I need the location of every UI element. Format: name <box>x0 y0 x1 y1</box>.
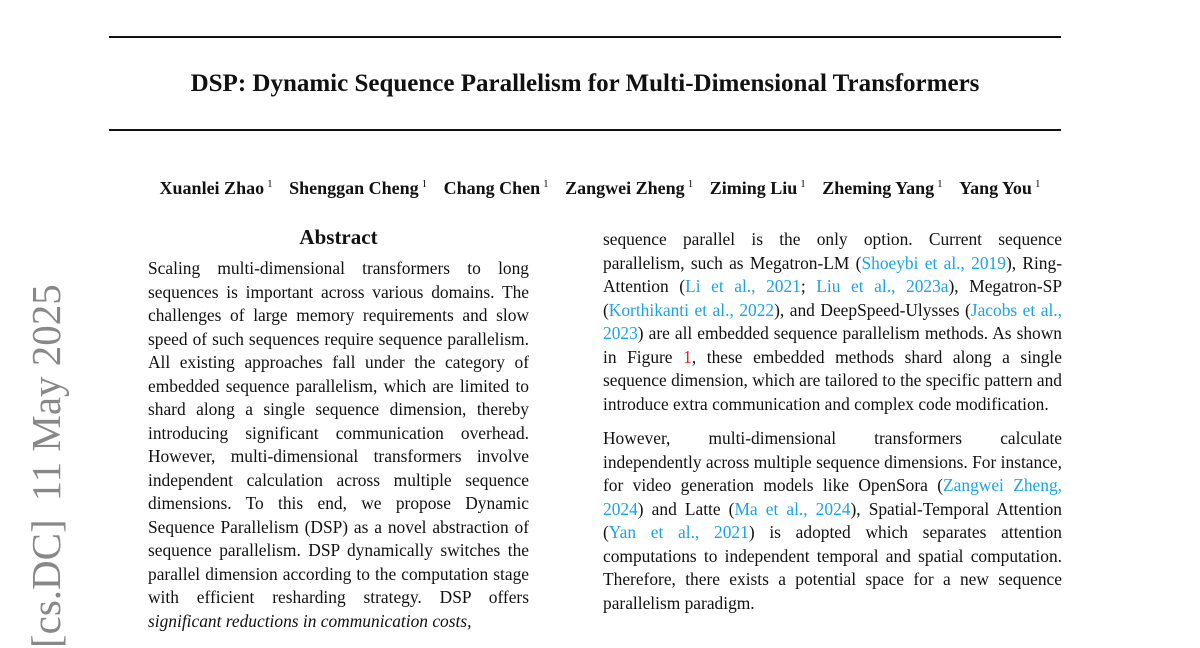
paper-title: DSP: Dynamic Sequence Parallelism for Multi-Dimensional Transformers <box>190 70 980 97</box>
author <box>710 178 806 198</box>
author <box>565 178 693 198</box>
title-rule-top <box>109 36 1061 38</box>
text-run: ; <box>800 276 817 296</box>
author <box>444 178 549 198</box>
author-affiliation: 1 <box>1034 178 1041 190</box>
text-run: ), and DeepSpeed-Ulysses ( <box>774 299 971 320</box>
author-name: Shenggan Cheng <box>289 178 419 198</box>
author-affiliation: 1 <box>267 178 273 190</box>
text-run: sequence parallel is the only option. Current sequence parallelism, such as Megatron-LM ( <box>603 229 1062 273</box>
citation-link[interactable]: Shoeybi et al., 2019 <box>861 252 1006 273</box>
text-run: ), Megatron-SP ( <box>603 276 1062 320</box>
intro-paragraph-2 <box>603 427 1062 615</box>
text-run: , these embedded methods shard along a single sequence dimension, which are tailored to the specific pattern and introduce extra communication and complex code modification. <box>603 346 1062 414</box>
text-run: ), Ring-Attention ( <box>603 252 1062 296</box>
citation-link[interactable]: Korthikanti et al., 2022 <box>608 299 775 320</box>
intro-paragraph-1 <box>603 228 1062 416</box>
author <box>959 178 1040 198</box>
citation-link[interactable]: Jacobs et al., 2023 <box>603 299 1062 343</box>
author-affiliation: 1 <box>800 178 806 190</box>
author <box>822 178 942 198</box>
text-run: ) are all embedded sequence parallelism methods. As shown in Figure <box>603 323 1062 367</box>
author-name: Xuanlei Zhao <box>159 178 265 198</box>
author-affiliation: 1 <box>543 178 549 190</box>
abstract-heading: Abstract <box>299 225 378 249</box>
arxiv-date: 11 May 2025 <box>23 284 69 502</box>
author-affiliation: 1 <box>687 178 694 190</box>
citation-link[interactable]: Li et al., 2021 <box>685 276 801 296</box>
arxiv-sidebar-stamp <box>22 266 70 648</box>
author-list <box>0 173 1200 199</box>
citation-link[interactable]: Yan et al., 2021 <box>608 522 749 542</box>
title-rule-bottom <box>109 129 1061 131</box>
figure-ref-link[interactable]: 1 <box>683 346 692 367</box>
author <box>160 178 273 198</box>
abstract-text: Scaling multi-dimensional transformers to long sequences is important across various domains. The challenges of large memory requirements and slow speed of such sequences require sequence parallelism. All existing approaches fall under the category of embedded sequence parallelism, which are limited to shard along a single sequence dimension, thereby introducing significant communication overhead. However, multi-dimensional transformers involve independent calculation across multiple sequence dimensions. To this end, we propose Dynamic Sequence Parallelism (DSP) as a novel abstraction of sequence parallelism. DSP dynamically switches the parallel dimension according to the computation stage with efficient resharding strategy. DSP offers <box>148 258 529 607</box>
author-name: Chang Chen <box>443 178 541 198</box>
text-run: ) is adopted which separates attention computations to independent temporal and spatial computation. Therefore, there exists a potential space for a new sequence parallelism paradigm. <box>603 522 1062 613</box>
text-run: However, multi-dimensional transformers calculate independently across multiple sequence dimensions. For instance, for video generation models like OpenSora ( <box>603 428 1062 495</box>
citation-link[interactable]: Ma et al., 2024 <box>734 498 851 519</box>
author-affiliation: 1 <box>937 178 943 190</box>
citation-link[interactable]: Zangwei Zheng, 2024 <box>603 475 1062 519</box>
author-name: Zheming Yang <box>822 178 935 198</box>
author-name: Yang You <box>959 178 1032 198</box>
author-affiliation: 1 <box>421 178 428 190</box>
text-run: ), Spatial-Temporal Attention ( <box>603 498 1062 542</box>
text-run: ) and Latte ( <box>637 498 735 519</box>
citation-link[interactable]: Liu et al., 2023a <box>816 276 949 296</box>
author-name: Ziming Liu <box>709 178 798 198</box>
arxiv-category: [cs.DC] <box>23 519 69 648</box>
author-name: Zangwei Zheng <box>565 178 685 198</box>
abstract-emphasis: significant reductions in communication costs, <box>148 610 472 631</box>
author <box>289 178 427 198</box>
intro-column <box>603 228 1062 626</box>
abstract-body <box>148 257 529 633</box>
